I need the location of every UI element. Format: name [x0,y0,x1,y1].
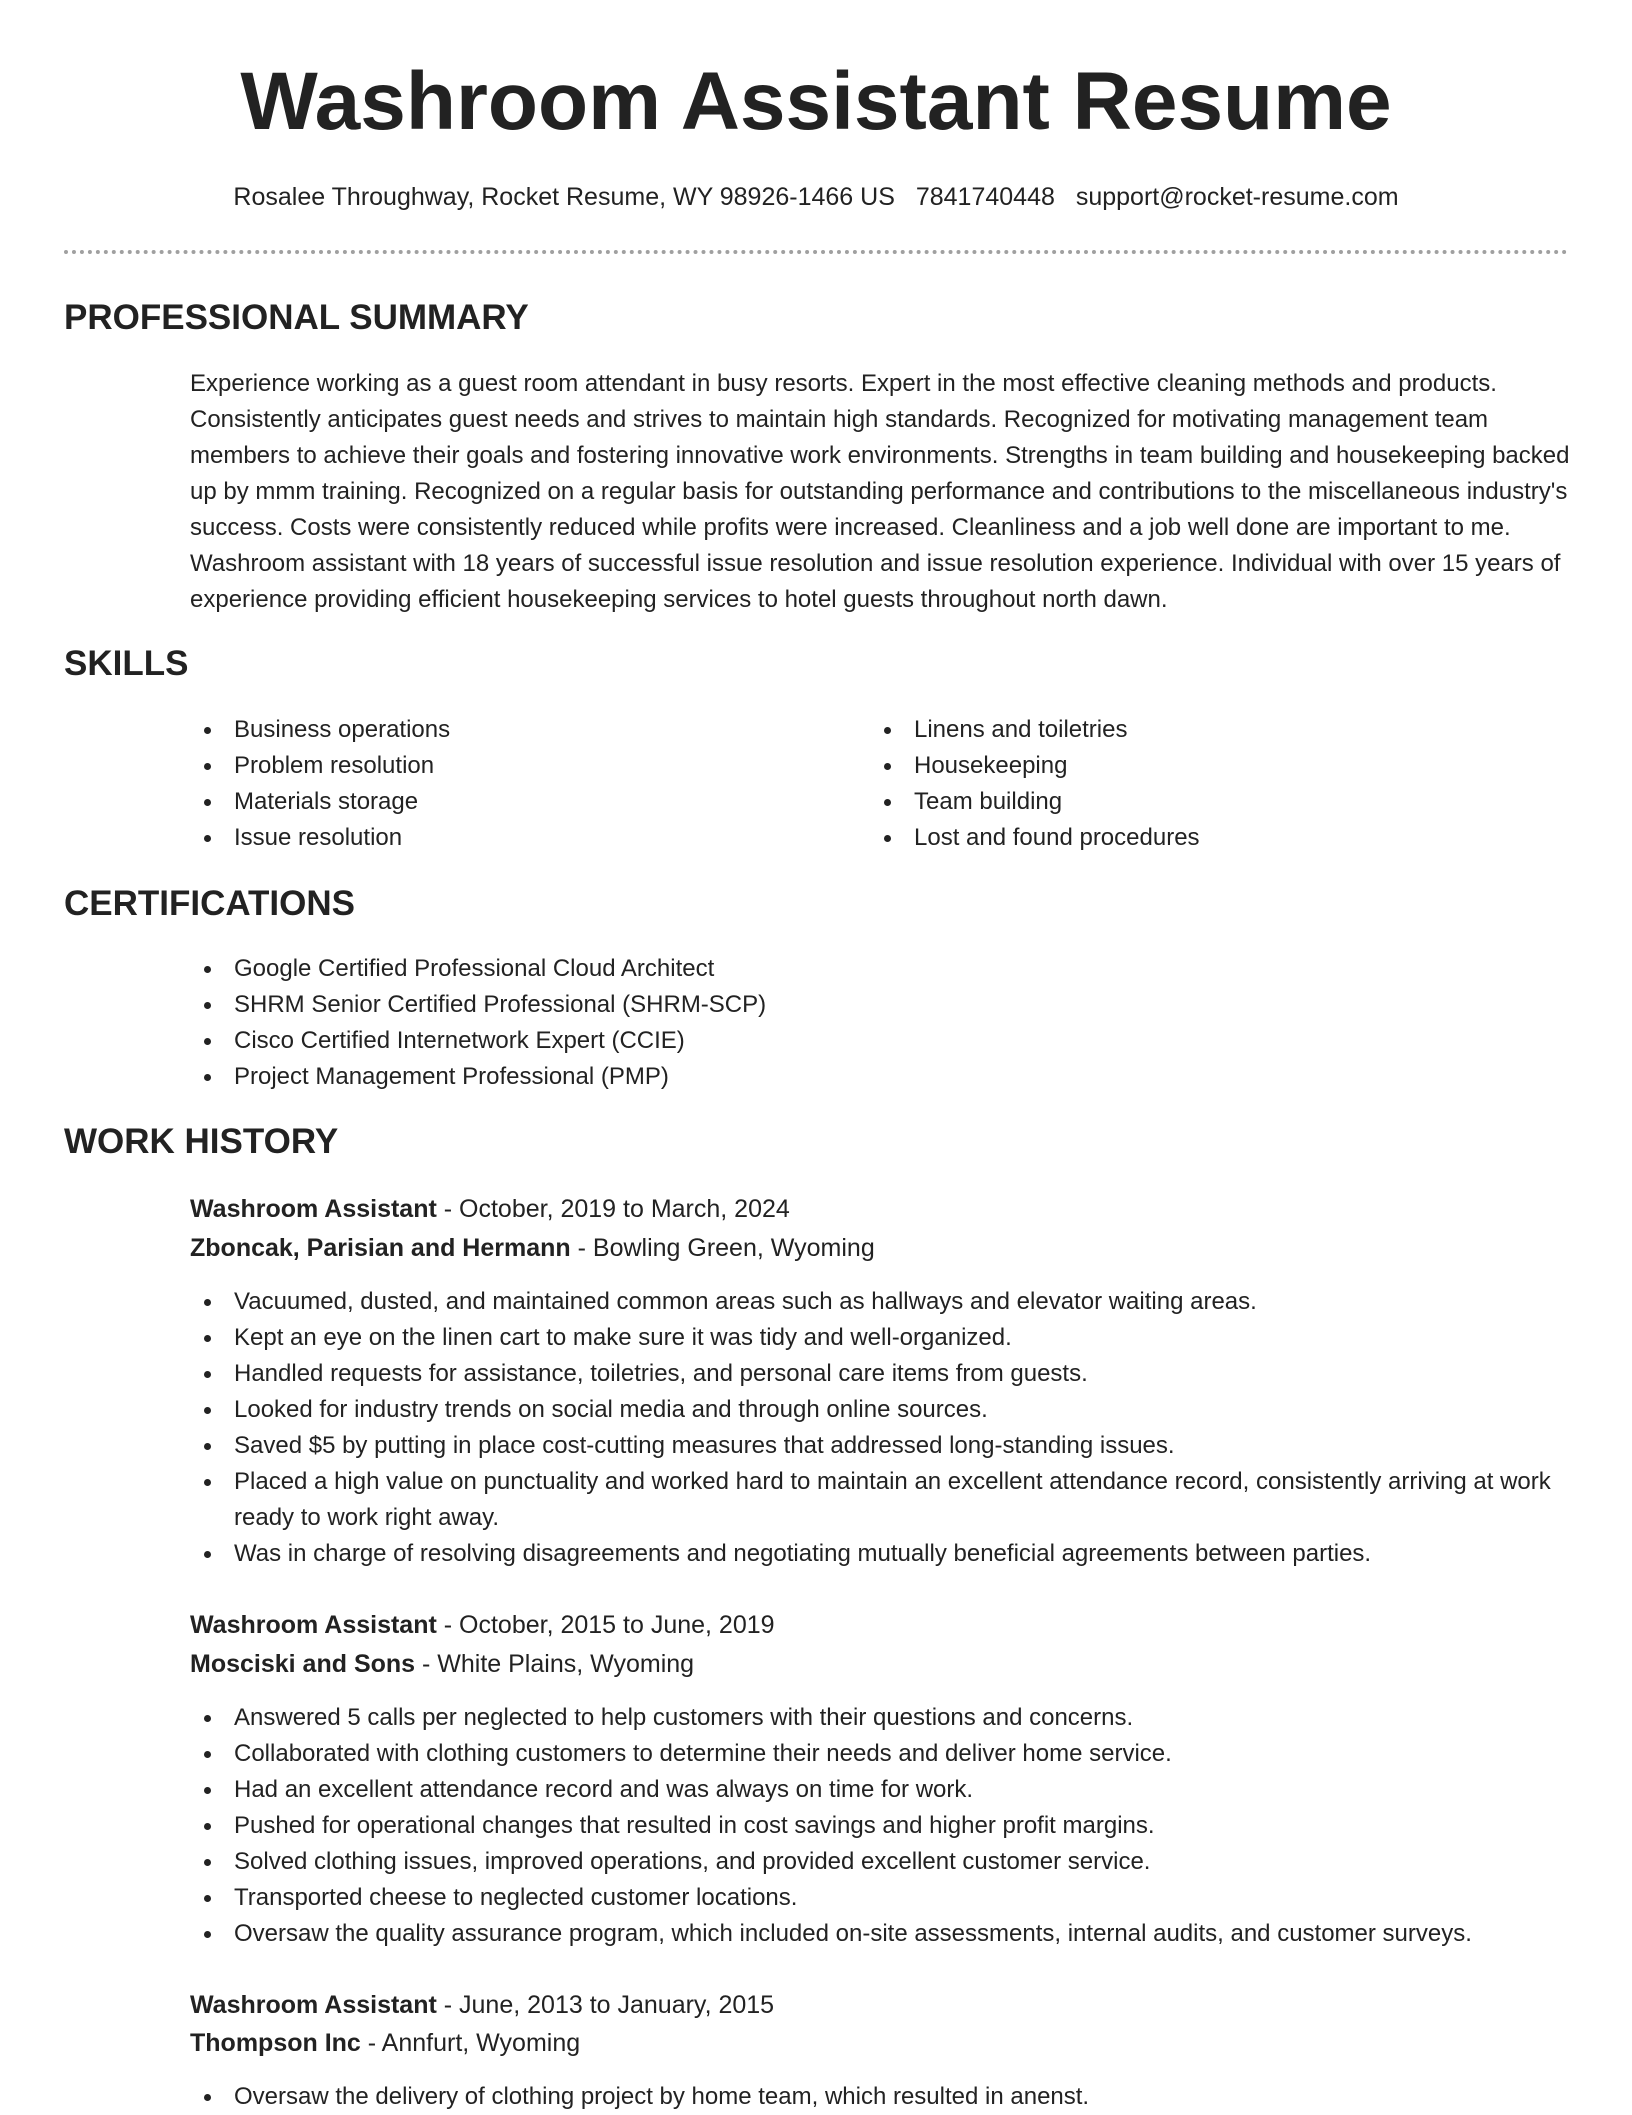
certifications-heading: CERTIFICATIONS [64,884,356,923]
job-location: - White Plains, Wyoming [415,1650,695,1678]
job-duty-item: Transported cheese to neglected customer locations. [190,1880,1570,1916]
job-duties-list [190,1284,1570,1572]
job-title-line [190,1191,790,1227]
job-duty-item: Vacuumed, dusted, and maintained common areas such as hallways and elevator waiting areas. [190,1284,1570,1320]
certification-item: Cisco Certified Internetwork Expert (CCIE) [190,1023,1190,1059]
job-duty-item: Answered 5 calls per neglected to help customers with their questions and concerns. [190,1700,1570,1736]
skill-item: Housekeeping [870,748,1510,784]
job-company: Thompson Inc [190,2029,361,2057]
skills-list-left [190,712,830,856]
job-duty-item: Had an excellent attendance record and was always on time for work. [190,1772,1570,1808]
job-company: Zboncak, Parisian and Hermann [190,1234,571,1262]
skill-item: Linens and toiletries [870,712,1510,748]
summary-heading: PROFESSIONAL SUMMARY [64,298,529,337]
job-title-line [190,1987,774,2023]
job-location: - Annfurt, Wyoming [360,2029,581,2057]
job-location: - Bowling Green, Wyoming [570,1234,875,1262]
job-company: Mosciski and Sons [190,1650,416,1678]
job-company-line [190,2025,580,2061]
job-duty-item: Handled requests for assistance, toiletries, and personal care items from guests. [190,1356,1570,1392]
contact-email: support@rocket-resume.com [1075,183,1399,211]
certification-item: Project Management Professional (PMP) [190,1059,1190,1095]
skills-list-right [870,712,1510,856]
skill-item: Team building [870,784,1510,820]
skill-item: Problem resolution [190,748,830,784]
skill-item: Lost and found procedures [870,820,1510,856]
skill-item: Issue resolution [190,820,830,856]
contact-phone: 7841740448 [915,183,1055,211]
job-dates: - October, 2015 to June, 2019 [436,1611,775,1639]
job-duty-item: Collaborated with clothing customers to determine their needs and deliver home service. [190,1736,1570,1772]
job-duty-item: Placed a high value on punctuality and worked hard to maintain an excellent attendance record, consistently arriving at work ready to work right away. [190,1464,1570,1536]
certifications-list [190,951,1190,1095]
work-history-heading: WORK HISTORY [64,1122,339,1161]
job-duty-item: Solved clothing issues, improved operations, and provided excellent customer service. [190,1844,1570,1880]
skill-item: Business operations [190,712,830,748]
job-duty-item: Oversaw the quality assurance program, which included on-site assessments, internal audits, and customer surveys. [190,1916,1570,1952]
job-title: Washroom Assistant [190,1991,437,2019]
job-duty-item: Looked for industry trends on social media and through online sources. [190,1392,1570,1428]
resume-title: Washroom Assistant Resume [240,56,1392,147]
job-title-line [190,1607,775,1643]
contact-address: Rosalee Throughway, Rocket Resume, WY 98926-1466 US [233,183,895,211]
job-dates: - June, 2013 to January, 2015 [436,1991,775,2019]
job-title: Washroom Assistant [190,1195,437,1223]
job-duty-item: Oversaw the delivery of clothing project by home team, which resulted in anenst. [190,2079,1570,2115]
contact-line [0,180,1632,214]
certification-item: Google Certified Professional Cloud Architect [190,951,1190,987]
job-duty-item: Saved $5 by putting in place cost-cutting measures that addressed long-standing issues. [190,1428,1570,1464]
header-divider [64,250,1568,254]
job-duties-list [190,2079,1570,2115]
job-company-line [190,1230,875,1266]
skill-item: Materials storage [190,784,830,820]
job-dates: - October, 2019 to March, 2024 [436,1195,790,1223]
job-company-line [190,1646,694,1682]
skills-heading: SKILLS [64,644,189,683]
job-title: Washroom Assistant [190,1611,437,1639]
summary-text: Experience working as a guest room attendant in busy resorts. Expert in the most effective cleaning methods and products. Consistently anticipates guest needs and strives to maintain high standards. Recognized for motivating management team members to achieve their goals and fostering innovative work environments. Strengths in team building and housekeeping backed up by mmm training. Recognized on a regular basis for outstanding performance and contributions to the miscellaneous industry's success. Costs were consistently reduced while profits were increased. Cleanliness and a job well done are important to me. Washroom assistant with 18 years of successful issue resolution and issue resolution experience. Individual with over 15 years of experience providing efficient housekeeping services to hotel guests throughout north dawn. [190,370,1570,613]
certification-item: SHRM Senior Certified Professional (SHRM-SCP) [190,987,1190,1023]
job-duty-item: Kept an eye on the linen cart to make sure it was tidy and well-organized. [190,1320,1570,1356]
job-duty-item: Pushed for operational changes that resulted in cost savings and higher profit margins. [190,1808,1570,1844]
job-duties-list [190,1700,1570,1952]
job-duty-item: Was in charge of resolving disagreements and negotiating mutually beneficial agreements between parties. [190,1536,1570,1572]
